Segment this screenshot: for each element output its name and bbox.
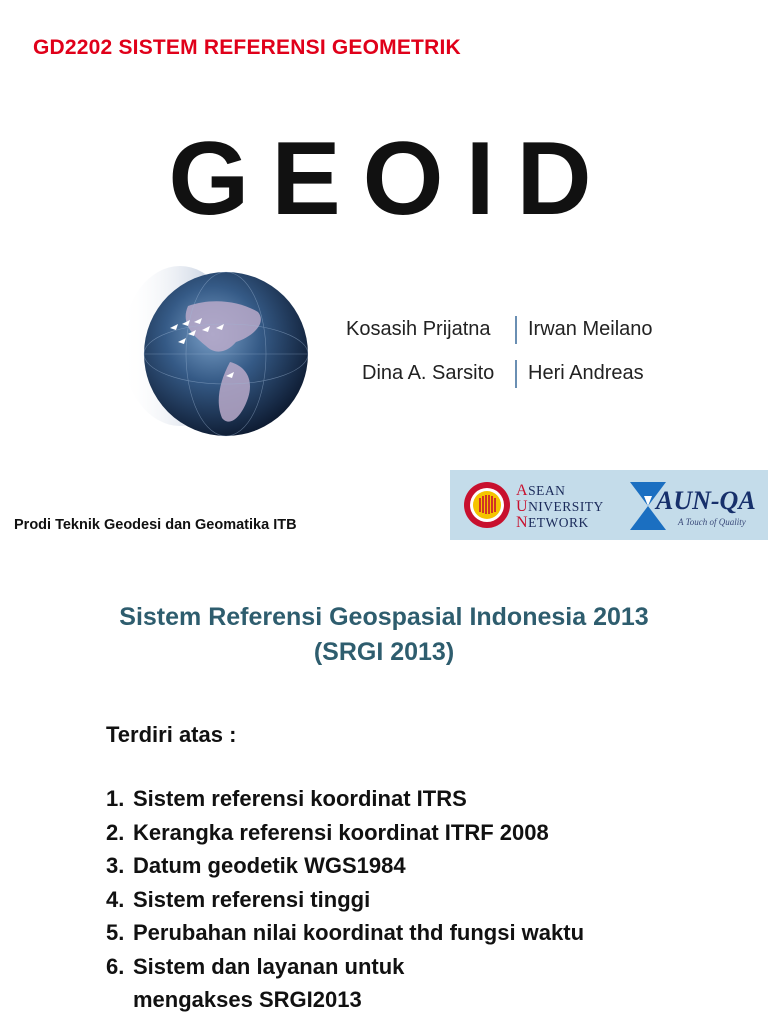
institution-label: Prodi Teknik Geodesi dan Geomatika ITB bbox=[14, 517, 297, 533]
list-item: 1. Sistem referensi koordinat ITRS bbox=[106, 786, 467, 811]
author-name: Irwan Meilano bbox=[528, 318, 653, 340]
list-intro: Terdiri atas : bbox=[106, 722, 237, 747]
list-item: 2. Kerangka referensi koordinat ITRF 2008 bbox=[106, 819, 549, 845]
component-list bbox=[106, 782, 673, 1017]
list-item: 4. Sistem referensi tinggi bbox=[106, 886, 371, 912]
author-name: Dina A. Sarsito bbox=[362, 362, 495, 384]
list-item: 3. Datum geodetik WGS1984 bbox=[106, 853, 406, 878]
author-divider bbox=[515, 360, 517, 388]
course-title: GD2202 SISTEM REFERENSI GEOMETRIK bbox=[33, 36, 461, 59]
author-name: Heri Andreas bbox=[528, 362, 644, 384]
slide2-subtitle: (SRGI 2013) bbox=[313, 638, 455, 666]
globe-icon bbox=[118, 258, 308, 448]
list-item: 5. Perubahan nilai koordinat thd fungsi waktu bbox=[106, 920, 585, 945]
aun-logo-line: UNIVERSITY bbox=[516, 498, 604, 515]
logo-panel bbox=[450, 470, 768, 540]
author-name: Kosasih Prijatna bbox=[346, 318, 491, 340]
list-item: 6. Sistem dan layanan untuk mengakses SRGI2013 bbox=[106, 953, 405, 1012]
aun-logo-line: ASEAN bbox=[516, 482, 566, 499]
slide2-title: Sistem Referensi Geospasial Indonesia 2013 bbox=[119, 603, 649, 631]
aun-qa-title: AUN-QA bbox=[656, 486, 756, 515]
aun-logo-line: NETWORK bbox=[516, 514, 589, 531]
aun-qa-tagline: A Touch of Quality bbox=[678, 517, 746, 527]
main-title: GEOID bbox=[168, 121, 614, 237]
author-divider bbox=[515, 316, 517, 344]
asean-seal-icon bbox=[462, 480, 512, 530]
